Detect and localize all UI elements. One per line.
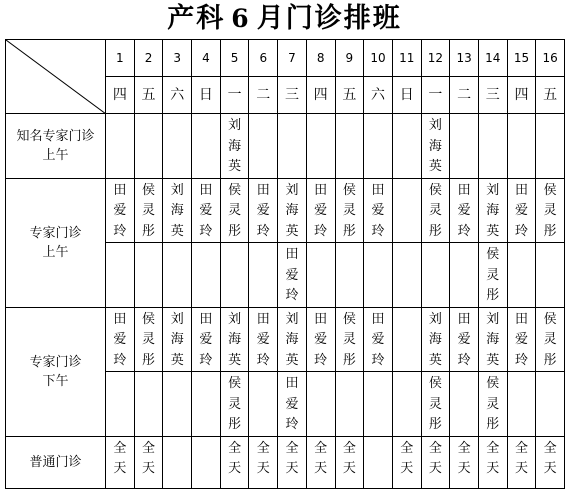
day-number: [335, 40, 364, 77]
weekday-text: 四: [313, 86, 328, 103]
schedule-cell-text: [135, 114, 163, 116]
weekday: [450, 77, 479, 114]
schedule-cell: [249, 243, 278, 308]
schedule-cell: [507, 178, 536, 243]
schedule-cell-text: 田 爱 玲: [314, 182, 328, 239]
day-number-text: 16: [542, 50, 558, 65]
day-number: [106, 40, 135, 77]
schedule-cell: [306, 243, 335, 308]
weekday: [478, 77, 507, 114]
schedule-cell: [249, 372, 278, 437]
schedule-cell: [364, 178, 393, 243]
schedule-cell-text: 全 天: [113, 440, 127, 476]
schedule-cell: [335, 243, 364, 308]
schedule-cell-text: [336, 372, 364, 374]
schedule-cell: [450, 178, 479, 243]
schedule-cell-text: [192, 372, 220, 374]
day-number-text: 11: [399, 50, 415, 65]
schedule-cell-text: 田 爱 玲: [457, 182, 471, 239]
schedule-cell: [536, 114, 565, 179]
schedule-cell: [220, 372, 249, 437]
schedule-cell-text: 侯 灵 彤: [428, 376, 442, 432]
schedule-cell: [106, 114, 135, 179]
schedule-cell-text: [364, 243, 392, 245]
schedule-cell-text: 田 爱 玲: [199, 311, 213, 368]
title-part2: 月门诊排班: [256, 3, 402, 34]
day-number: [192, 40, 221, 77]
day-number-text: 12: [427, 50, 444, 65]
schedule-cell-text: 全 天: [400, 440, 414, 476]
schedule-cell: [220, 114, 249, 179]
schedule-cell-text: 田 爱 玲: [113, 182, 127, 239]
schedule-cell-text: 刘 海 英: [428, 311, 442, 368]
schedule-cell: [192, 307, 221, 372]
schedule-cell-text: 田 爱 玲: [285, 247, 299, 303]
schedule-cell-text: [536, 243, 564, 245]
schedule-cell: [220, 178, 249, 243]
schedule-cell: [536, 178, 565, 243]
schedule-cell: [220, 307, 249, 372]
schedule-cell: [450, 243, 479, 308]
schedule-cell-text: 全 天: [228, 440, 242, 476]
schedule-cell-text: [364, 372, 392, 374]
schedule-cell: [421, 307, 450, 372]
schedule-cell: [478, 436, 507, 488]
row-label-famous-am-text: 知名专家门诊 上午: [16, 128, 95, 163]
schedule-table: [5, 39, 565, 489]
schedule-cell: [249, 114, 278, 179]
weekday-text: 三: [485, 86, 500, 103]
schedule-cell-text: 刘 海 英: [228, 311, 242, 368]
schedule-cell-text: 田 爱 玲: [371, 311, 385, 368]
weekday-text: 五: [543, 86, 558, 103]
schedule-cell: [507, 436, 536, 488]
schedule-cell-text: 侯 灵 彤: [486, 247, 500, 303]
day-number: [134, 40, 163, 77]
schedule-cell-text: 侯 灵 彤: [342, 311, 356, 368]
schedule-cell: [335, 372, 364, 437]
schedule-cell-text: [106, 243, 134, 245]
schedule-cell-text: 田 爱 玲: [256, 311, 270, 368]
schedule-cell: [392, 178, 421, 243]
day-number-text: 9: [345, 50, 354, 65]
schedule-cell-text: [192, 243, 220, 245]
schedule-cell-text: 刘 海 英: [228, 118, 242, 174]
schedule-cell-text: 田 爱 玲: [113, 311, 127, 368]
schedule-cell: [106, 436, 135, 488]
schedule-cell-text: [336, 243, 364, 245]
weekday: [392, 77, 421, 114]
schedule-cell: [335, 178, 364, 243]
weekday: [163, 77, 192, 114]
row-label-famous-am: [6, 114, 106, 179]
schedule-cell-text: 侯 灵 彤: [228, 182, 242, 239]
weekday: [134, 77, 163, 114]
schedule-cell-text: 侯 灵 彤: [142, 182, 156, 239]
schedule-cell-text: 侯 灵 彤: [543, 182, 557, 239]
day-number: [421, 40, 450, 77]
schedule-cell: [364, 436, 393, 488]
schedule-cell-text: 侯 灵 彤: [486, 376, 500, 432]
schedule-cell: [134, 436, 163, 488]
schedule-cell: [192, 372, 221, 437]
day-number: [249, 40, 278, 77]
page-title: [0, 0, 569, 38]
schedule-cell: [306, 436, 335, 488]
weekday: [335, 77, 364, 114]
row-label-general: [6, 436, 106, 488]
schedule-cell: [278, 243, 307, 308]
schedule-cell: [421, 372, 450, 437]
schedule-cell: [306, 114, 335, 179]
weekday-text: 一: [227, 86, 242, 103]
day-number: [450, 40, 479, 77]
schedule-cell: [163, 114, 192, 179]
schedule-cell-text: 全 天: [543, 440, 557, 476]
schedule-cell-text: 全 天: [514, 440, 528, 476]
schedule-cell: [335, 114, 364, 179]
schedule-cell-text: 刘 海 英: [170, 182, 184, 239]
table-row: [6, 436, 565, 488]
schedule-cell: [335, 436, 364, 488]
schedule-cell: [192, 178, 221, 243]
schedule-cell-text: [393, 243, 421, 245]
weekday-text: 四: [112, 86, 127, 103]
row-label-expert-am: [6, 178, 106, 307]
header-diagonal-cell: [6, 40, 106, 114]
schedule-cell: [421, 114, 450, 179]
schedule-cell-text: 全 天: [428, 440, 442, 476]
schedule-cell-text: [450, 372, 478, 374]
schedule-cell-text: [393, 179, 421, 181]
schedule-cell: [134, 243, 163, 308]
weekday-text: 日: [198, 86, 213, 103]
schedule-cell: [106, 372, 135, 437]
day-number: [478, 40, 507, 77]
weekday: [507, 77, 536, 114]
schedule-cell: [536, 307, 565, 372]
weekday: [106, 77, 135, 114]
day-number-text: 3: [173, 50, 182, 65]
schedule-cell-text: [364, 437, 392, 439]
schedule-cell: [478, 178, 507, 243]
schedule-cell-text: [364, 114, 392, 116]
schedule-cell: [106, 178, 135, 243]
schedule-cell: [163, 372, 192, 437]
day-number-text: 1: [116, 50, 124, 65]
day-number: [507, 40, 536, 77]
row-label-expert-pm-text: 专家门诊 下午: [29, 354, 82, 389]
schedule-cell-text: [536, 372, 564, 374]
schedule-cell: [306, 307, 335, 372]
schedule-cell-text: [307, 372, 335, 374]
schedule-cell-text: [135, 372, 163, 374]
day-number-text: 5: [230, 50, 239, 65]
schedule-cell-text: 田 爱 玲: [285, 376, 299, 432]
schedule-cell-text: [508, 243, 536, 245]
weekday: [192, 77, 221, 114]
weekday-text: 五: [141, 86, 156, 103]
schedule-cell: [134, 307, 163, 372]
schedule-cell-text: 田 爱 玲: [514, 311, 528, 368]
weekday-text: 一: [428, 86, 443, 103]
schedule-cell: [249, 436, 278, 488]
schedule-cell: [192, 243, 221, 308]
schedule-cell: [507, 372, 536, 437]
schedule-cell: [392, 307, 421, 372]
schedule-cell-text: 全 天: [457, 440, 471, 476]
schedule-cell-text: 刘 海 英: [428, 118, 442, 174]
schedule-cell: [507, 114, 536, 179]
diagonal-line: [6, 40, 106, 114]
schedule-cell: [134, 114, 163, 179]
schedule-cell: [249, 178, 278, 243]
day-number-text: 15: [513, 50, 530, 65]
schedule-cell-text: 田 爱 玲: [371, 182, 385, 239]
weekday: [364, 77, 393, 114]
title-part1: 产科: [167, 3, 226, 34]
schedule-cell-text: 侯 灵 彤: [342, 182, 356, 239]
schedule-cell-text: [192, 114, 220, 116]
schedule-cell-text: [307, 243, 335, 245]
schedule-cell-text: [192, 437, 220, 439]
schedule-cell: [278, 114, 307, 179]
weekday: [220, 77, 249, 114]
schedule-cell-text: [508, 372, 536, 374]
weekday-text: 二: [457, 86, 472, 103]
schedule-cell: [478, 372, 507, 437]
schedule-cell: [220, 243, 249, 308]
schedule-cell-text: [393, 308, 421, 310]
schedule-cell: [392, 372, 421, 437]
schedule-cell: [536, 436, 565, 488]
schedule-cell-text: [450, 114, 478, 116]
schedule-cell-text: [249, 243, 277, 245]
schedule-cell-text: [249, 114, 277, 116]
schedule-cell-text: 刘 海 英: [486, 311, 500, 368]
schedule-cell-text: 刘 海 英: [285, 182, 299, 239]
table-row: [6, 307, 565, 372]
schedule-cell-text: [163, 437, 191, 439]
schedule-cell: [450, 372, 479, 437]
schedule-cell: [163, 243, 192, 308]
schedule-cell-text: 全 天: [342, 440, 356, 476]
schedule-cell-text: 全 天: [256, 440, 270, 476]
row-label-general-text: 普通门诊: [29, 454, 82, 470]
weekday: [249, 77, 278, 114]
day-number-text: 4: [202, 50, 210, 65]
weekday: [306, 77, 335, 114]
schedule-cell: [163, 307, 192, 372]
weekday: [421, 77, 450, 114]
weekday: [278, 77, 307, 114]
schedule-cell-text: [249, 372, 277, 374]
schedule-cell-text: [278, 114, 306, 116]
schedule-cell-text: [479, 114, 507, 116]
schedule-cell: [106, 307, 135, 372]
schedule-cell-text: 侯 灵 彤: [142, 311, 156, 368]
schedule-cell-text: [106, 372, 134, 374]
schedule-cell: [478, 243, 507, 308]
schedule-cell: [478, 307, 507, 372]
schedule-cell-text: [536, 114, 564, 116]
schedule-cell-text: 刘 海 英: [285, 311, 299, 368]
weekday-text: 五: [342, 86, 357, 103]
schedule-cell: [306, 178, 335, 243]
weekday-text: 六: [371, 86, 386, 103]
schedule-cell-text: [307, 114, 335, 116]
day-number: [163, 40, 192, 77]
weekday-text: 六: [170, 86, 185, 103]
day-number-text: 2: [144, 50, 153, 65]
schedule-cell-text: [422, 243, 450, 245]
schedule-cell: [364, 372, 393, 437]
schedule-cell: [450, 307, 479, 372]
schedule-cell-text: [450, 243, 478, 245]
schedule-cell: [421, 178, 450, 243]
schedule-cell: [421, 243, 450, 308]
schedule-cell-text: 侯 灵 彤: [543, 311, 557, 368]
schedule-cell: [507, 243, 536, 308]
schedule-cell: [134, 372, 163, 437]
day-number: [278, 40, 307, 77]
schedule-cell: [278, 436, 307, 488]
schedule-cell-text: 全 天: [285, 440, 299, 476]
table-row: [6, 178, 565, 243]
schedule-cell: [278, 178, 307, 243]
weekday: [536, 77, 565, 114]
schedule-cell: [392, 114, 421, 179]
schedule-cell-text: 刘 海 英: [170, 311, 184, 368]
schedule-cell: [192, 436, 221, 488]
day-number-text: 13: [456, 50, 472, 65]
day-number-text: 6: [259, 50, 268, 65]
schedule-cell-text: [508, 114, 536, 116]
schedule-cell: [134, 178, 163, 243]
schedule-cell-text: [135, 243, 163, 245]
schedule-cell-text: [393, 372, 421, 374]
schedule-cell: [450, 114, 479, 179]
row-label-expert-pm: [6, 307, 106, 436]
day-number-text: 7: [288, 50, 296, 65]
schedule-cell-text: 全 天: [486, 440, 500, 476]
day-number-text: 14: [485, 50, 501, 65]
weekday-text: 三: [284, 86, 299, 103]
schedule-cell-text: 田 爱 玲: [199, 182, 213, 239]
weekday-text: 日: [399, 86, 414, 103]
day-number: [364, 40, 393, 77]
weekday-text: 四: [514, 86, 529, 103]
schedule-cell: [278, 307, 307, 372]
schedule-cell: [220, 436, 249, 488]
schedule-cell: [392, 436, 421, 488]
day-number: [306, 40, 335, 77]
schedule-cell-text: 田 爱 玲: [457, 311, 471, 368]
schedule-cell: [478, 114, 507, 179]
schedule-cell: [106, 243, 135, 308]
schedule-cell-text: 田 爱 玲: [514, 182, 528, 239]
schedule-cell: [364, 307, 393, 372]
schedule-cell: [192, 114, 221, 179]
schedule-cell: [364, 243, 393, 308]
schedule-cell: [335, 307, 364, 372]
schedule-cell-text: 侯 灵 彤: [228, 376, 242, 432]
day-number-text: 10: [370, 50, 386, 65]
schedule-cell: [364, 114, 393, 179]
schedule-cell: [450, 436, 479, 488]
schedule-cell-text: 田 爱 玲: [314, 311, 328, 368]
schedule-cell: [163, 436, 192, 488]
title-month: 6: [231, 4, 251, 33]
schedule-cell-text: [163, 243, 191, 245]
schedule-cell-text: 全 天: [142, 440, 156, 476]
schedule-cell: [392, 243, 421, 308]
day-number: [392, 40, 421, 77]
schedule-cell: [421, 436, 450, 488]
day-number: [220, 40, 249, 77]
schedule-cell-text: [336, 114, 364, 116]
schedule-cell-text: 全 天: [314, 440, 328, 476]
schedule-cell-text: 田 爱 玲: [256, 182, 270, 239]
schedule-cell: [249, 307, 278, 372]
table-row: [6, 114, 565, 179]
schedule-cell-text: 侯 灵 彤: [428, 182, 442, 239]
schedule-cell-text: [106, 114, 134, 116]
schedule-cell-text: [163, 114, 191, 116]
row-label-expert-am-text: 专家门诊 上午: [29, 225, 82, 260]
day-number: [536, 40, 565, 77]
schedule-cell-text: [393, 114, 421, 116]
schedule-cell: [536, 372, 565, 437]
schedule-cell: [536, 243, 565, 308]
schedule-cell: [163, 178, 192, 243]
weekday-text: 二: [256, 86, 271, 103]
schedule-cell-text: [163, 372, 191, 374]
day-number-text: 8: [316, 50, 325, 65]
schedule-cell-text: [221, 243, 249, 245]
schedule-cell: [507, 307, 536, 372]
schedule-cell: [306, 372, 335, 437]
schedule-cell: [278, 372, 307, 437]
schedule-cell-text: 刘 海 英: [486, 182, 500, 239]
